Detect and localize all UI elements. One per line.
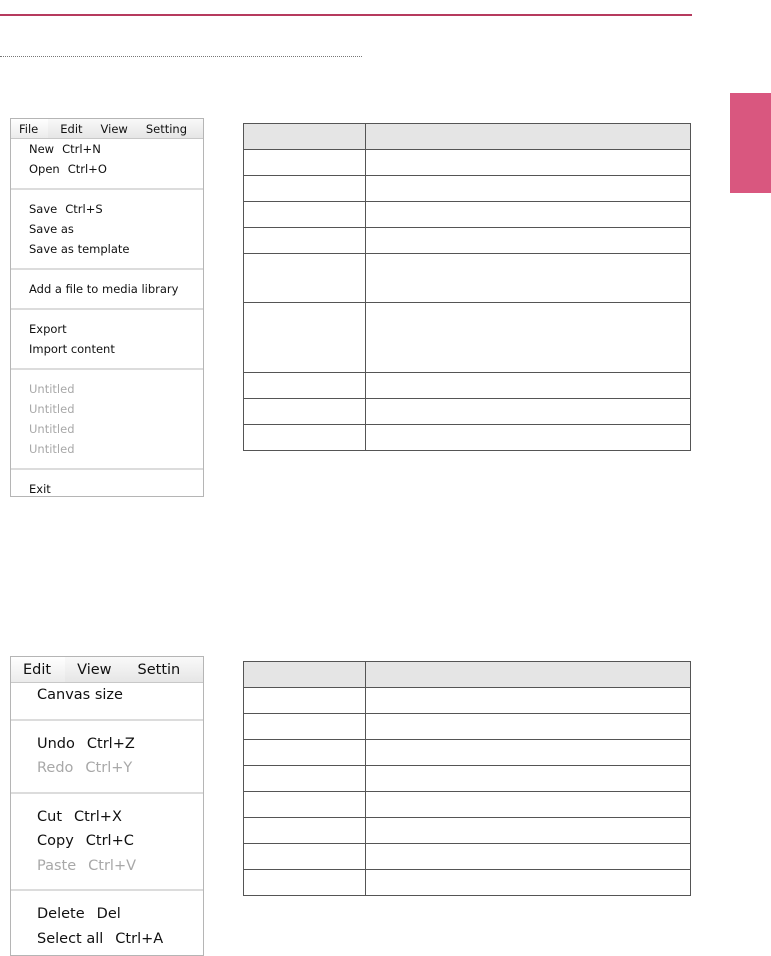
table-row bbox=[244, 202, 691, 228]
menu-item-label: Untitled bbox=[29, 442, 75, 456]
table-cell bbox=[244, 373, 366, 399]
edit-menubar bbox=[11, 657, 203, 683]
table-cell bbox=[366, 228, 691, 254]
table-row bbox=[244, 714, 691, 740]
menu-item-label: Save as bbox=[29, 222, 74, 236]
file-menu-table bbox=[243, 123, 691, 451]
menu-item-save-as[interactable] bbox=[11, 219, 203, 239]
edit-menu-items bbox=[11, 683, 203, 951]
menu-item-label: Add a file to media library bbox=[29, 282, 179, 296]
menu-item-label: Save as template bbox=[29, 242, 130, 256]
menu-item-save-as-template[interactable] bbox=[11, 239, 203, 259]
table-cell bbox=[366, 150, 691, 176]
table-cell bbox=[366, 740, 691, 766]
table-row bbox=[244, 792, 691, 818]
menu-item-copy[interactable] bbox=[11, 829, 203, 854]
table-cell bbox=[366, 844, 691, 870]
section-dotted-rule bbox=[0, 56, 362, 57]
table-header-row bbox=[244, 662, 691, 688]
table-cell bbox=[366, 714, 691, 740]
menu-separator bbox=[11, 889, 203, 891]
table-row bbox=[244, 766, 691, 792]
menu-item-cut[interactable] bbox=[11, 805, 203, 830]
chapter-side-tab bbox=[730, 93, 771, 193]
menu-item-delete[interactable] bbox=[11, 902, 203, 927]
table-cell bbox=[244, 228, 366, 254]
menu-item-label: Open bbox=[29, 162, 60, 176]
table-cell bbox=[244, 870, 366, 896]
menu-item-add-a-file-to-media-library[interactable] bbox=[11, 279, 203, 299]
table-row bbox=[244, 425, 691, 451]
menu-item-exit[interactable] bbox=[11, 479, 203, 497]
table-cell bbox=[366, 254, 691, 303]
table-cell bbox=[244, 176, 366, 202]
menu-item-shortcut: Ctrl+X bbox=[74, 808, 122, 825]
table-cell bbox=[366, 792, 691, 818]
menu-item-label: Exit bbox=[29, 482, 51, 496]
table-row bbox=[244, 399, 691, 425]
table-header-cell bbox=[366, 662, 691, 688]
table-row bbox=[244, 373, 691, 399]
menu-item-shortcut: Del bbox=[96, 906, 121, 923]
menubar-item-setting[interactable]: Setting bbox=[145, 121, 188, 136]
menubar-item-view[interactable]: View bbox=[100, 121, 128, 136]
table-cell bbox=[366, 202, 691, 228]
table-header-cell bbox=[366, 124, 691, 150]
menu-item-shortcut: Ctrl+S bbox=[65, 202, 103, 216]
menu-item-label: Redo bbox=[37, 760, 74, 777]
table-cell bbox=[244, 688, 366, 714]
menu-item-label: Undo bbox=[37, 735, 75, 752]
table-cell bbox=[366, 399, 691, 425]
menu-item-untitled bbox=[11, 439, 203, 459]
table-cell bbox=[366, 870, 691, 896]
table-cell bbox=[244, 740, 366, 766]
menu-item-untitled bbox=[11, 399, 203, 419]
table-cell bbox=[366, 688, 691, 714]
menu-item-label: Save bbox=[29, 202, 58, 216]
table-row bbox=[244, 844, 691, 870]
table-row bbox=[244, 150, 691, 176]
menu-item-redo bbox=[11, 756, 203, 781]
menubar-item-file[interactable]: File bbox=[11, 119, 48, 138]
menu-item-label: Delete bbox=[37, 906, 85, 923]
table-cell bbox=[244, 202, 366, 228]
menu-item-label: Paste bbox=[37, 857, 77, 874]
file-menu-items bbox=[11, 139, 203, 497]
menu-item-shortcut: Ctrl+N bbox=[62, 142, 101, 156]
menu-item-label: Untitled bbox=[29, 402, 75, 416]
menu-item-import-content[interactable] bbox=[11, 339, 203, 359]
table-cell bbox=[366, 303, 691, 373]
table-cell bbox=[366, 425, 691, 451]
table-row bbox=[244, 176, 691, 202]
table-cell bbox=[244, 425, 366, 451]
menu-item-shortcut: Ctrl+O bbox=[67, 162, 107, 176]
table-row bbox=[244, 740, 691, 766]
table-cell bbox=[244, 254, 366, 303]
menu-item-shortcut: Ctrl+Z bbox=[86, 735, 135, 752]
table-row bbox=[244, 254, 691, 303]
menu-item-select-all[interactable] bbox=[11, 927, 203, 952]
table-header-row bbox=[244, 124, 691, 150]
menu-item-label: Untitled bbox=[29, 382, 75, 396]
menubar-item-settin[interactable]: Settin bbox=[137, 661, 181, 678]
edit-menu-screenshot bbox=[10, 656, 204, 956]
menu-item-new[interactable] bbox=[11, 139, 203, 159]
header-rule bbox=[0, 14, 692, 16]
edit-menu-table bbox=[243, 661, 691, 896]
table-row bbox=[244, 303, 691, 373]
menu-item-shortcut: Ctrl+C bbox=[85, 833, 134, 850]
table-cell bbox=[366, 766, 691, 792]
menu-item-label: New bbox=[29, 142, 55, 156]
menu-item-label: Cut bbox=[37, 808, 62, 825]
menubar-item-edit[interactable]: Edit bbox=[11, 657, 65, 682]
menu-item-undo[interactable] bbox=[11, 732, 203, 757]
menu-separator bbox=[11, 308, 203, 310]
table-cell bbox=[366, 818, 691, 844]
table-cell bbox=[244, 399, 366, 425]
menu-item-label: Import content bbox=[29, 342, 115, 356]
menu-item-label: Canvas size bbox=[37, 687, 123, 704]
table-row bbox=[244, 228, 691, 254]
menu-separator bbox=[11, 468, 203, 470]
menu-separator bbox=[11, 268, 203, 270]
menu-separator bbox=[11, 188, 203, 190]
table-cell bbox=[366, 176, 691, 202]
menu-item-shortcut: Ctrl+A bbox=[115, 930, 164, 947]
menu-item-paste bbox=[11, 854, 203, 879]
table-cell bbox=[244, 303, 366, 373]
table-cell bbox=[366, 373, 691, 399]
table-cell bbox=[244, 150, 366, 176]
table-cell bbox=[244, 818, 366, 844]
menu-item-canvas-size[interactable] bbox=[11, 683, 203, 708]
menu-separator bbox=[11, 368, 203, 370]
menu-item-label: Copy bbox=[37, 833, 74, 850]
menu-item-export[interactable] bbox=[11, 319, 203, 339]
menu-item-open[interactable] bbox=[11, 159, 203, 179]
table-row bbox=[244, 870, 691, 896]
menu-separator bbox=[11, 719, 203, 721]
menu-item-shortcut: Ctrl+V bbox=[88, 857, 137, 874]
table-cell bbox=[244, 766, 366, 792]
menubar-item-edit[interactable]: Edit bbox=[60, 121, 83, 136]
menu-item-untitled bbox=[11, 419, 203, 439]
file-menu-screenshot bbox=[10, 118, 204, 497]
file-menubar bbox=[11, 119, 203, 139]
menu-separator bbox=[11, 792, 203, 794]
menu-item-label: Export bbox=[29, 322, 67, 336]
menu-item-label: Untitled bbox=[29, 422, 75, 436]
menubar-item-view[interactable]: View bbox=[77, 661, 112, 678]
menu-item-untitled bbox=[11, 379, 203, 399]
table-cell bbox=[244, 714, 366, 740]
menu-item-label: Select all bbox=[37, 930, 104, 947]
menu-item-shortcut: Ctrl+Y bbox=[85, 760, 133, 777]
menu-item-save[interactable] bbox=[11, 199, 203, 219]
table-row bbox=[244, 818, 691, 844]
table-header-cell bbox=[244, 124, 366, 150]
table-header-cell bbox=[244, 662, 366, 688]
table-cell bbox=[244, 792, 366, 818]
table-cell bbox=[244, 844, 366, 870]
table-row bbox=[244, 688, 691, 714]
